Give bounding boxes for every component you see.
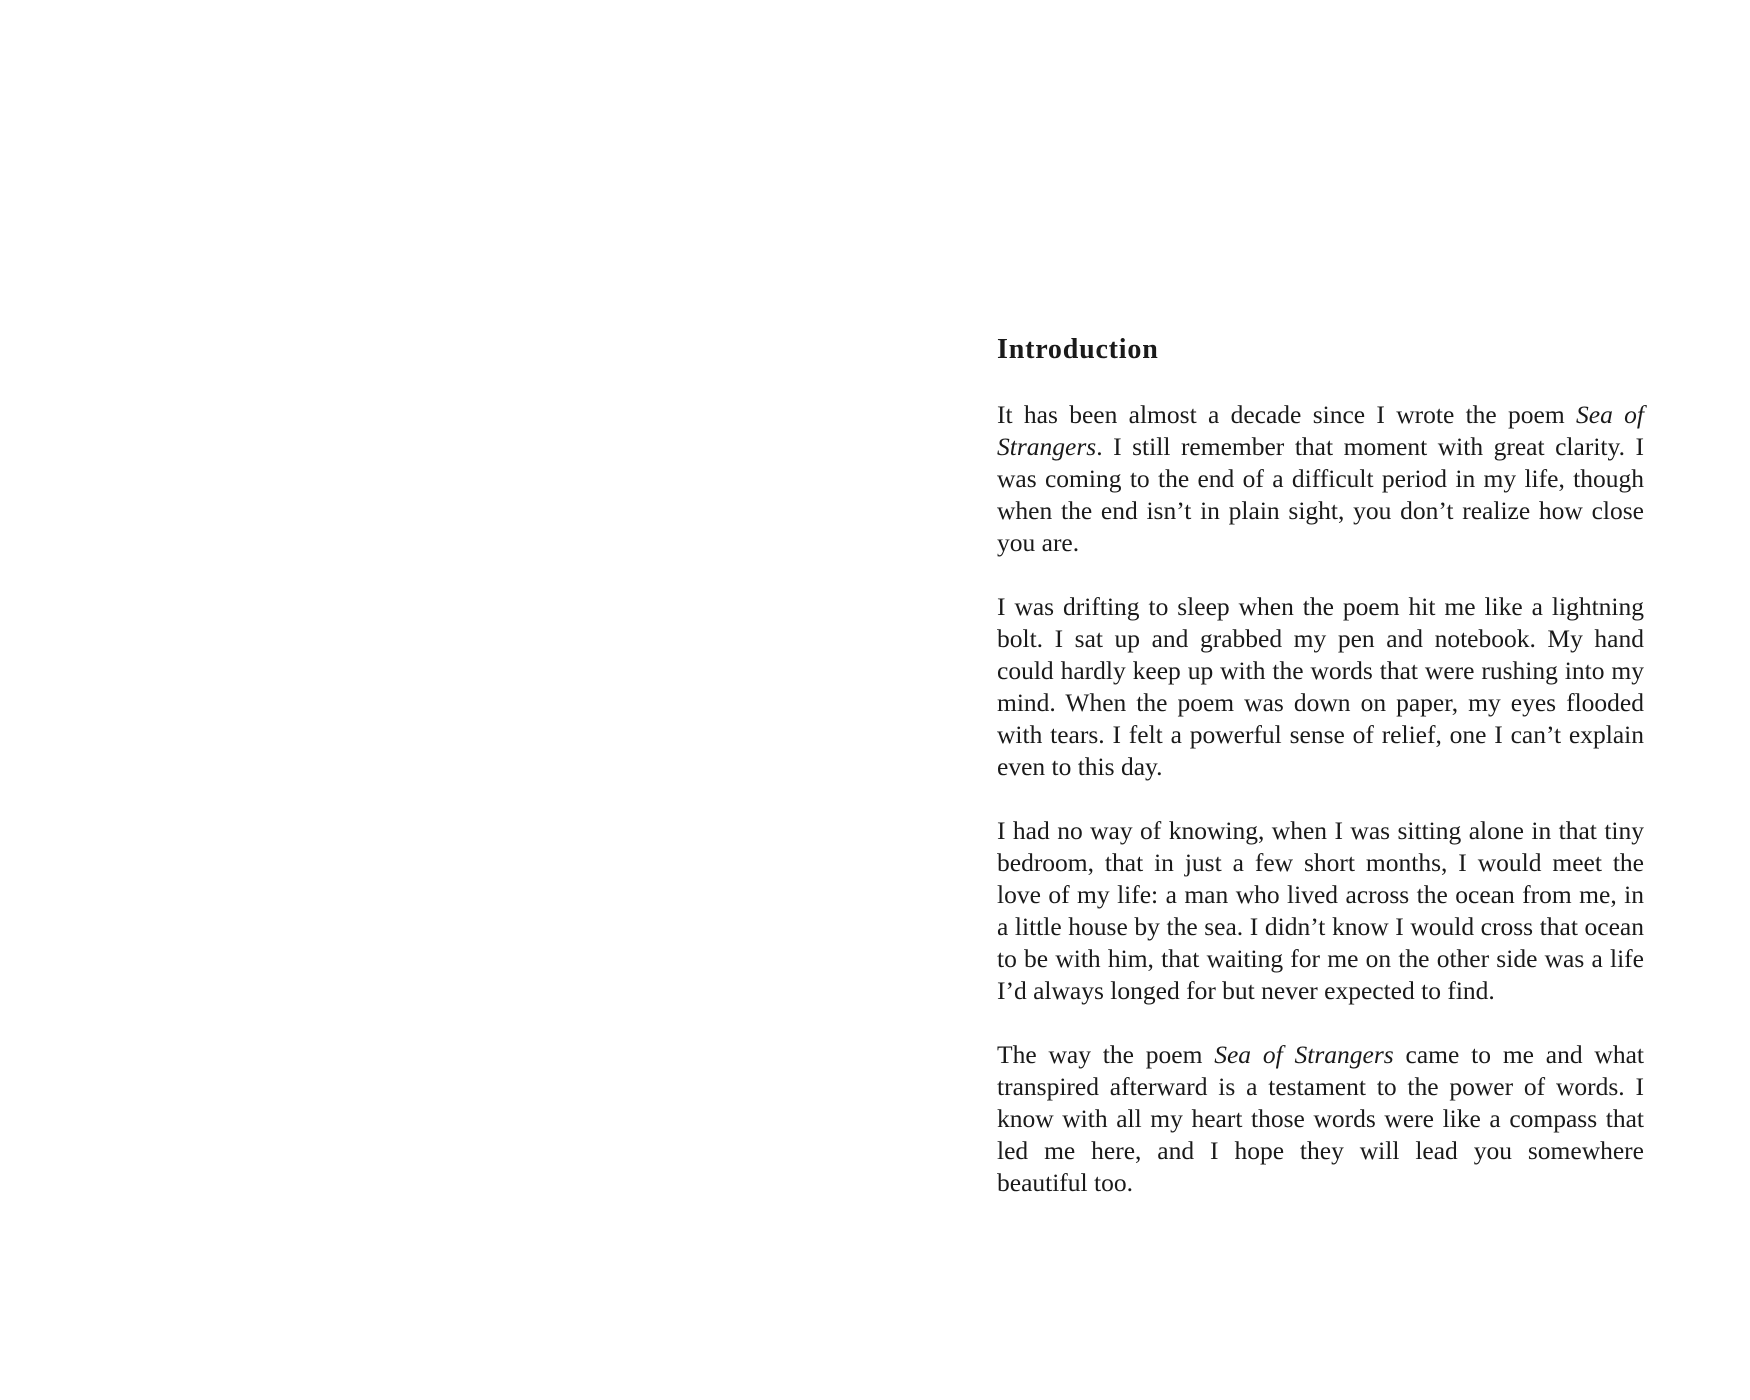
paragraph-2-text: I was drifting to sleep when the poem hit me like a lightning bolt. I sat up and grabbed my pen and notebook. My hand could hardly keep up with the words that were rushing into my mind. When the poem was down on paper, my eyes flooded with tears. I felt a powerful sense of relief, one I can’t explain even to this day.	[997, 592, 1644, 781]
poem-title-italic: Sea of Strangers	[997, 400, 1645, 461]
paragraph-1-text-2: . I still remember that moment with great clarity. I was coming to the end of a difficult period in my life, though when the end isn’t in plain sight, you don’t realize how close you are.	[997, 432, 1644, 557]
right-page	[875, 0, 1750, 1400]
introduction-section	[997, 332, 1644, 1231]
paragraph-4-text-1: The way the poem	[997, 1040, 1215, 1069]
paragraph-2	[997, 591, 1644, 783]
paragraph-1	[997, 399, 1644, 559]
paragraph-3-text: I had no way of knowing, when I was sitting alone in that tiny bedroom, that in just a few short months, I would meet the love of my life: a man who lived across the ocean from me, in a little house by the sea. I didn’t know I would cross that ocean to be with him, that waiting for me on the other side was a life I’d always longed for but never expected to find.	[997, 816, 1644, 1005]
paragraph-4	[997, 1039, 1644, 1199]
paragraph-3	[997, 815, 1644, 1007]
paragraph-4-text-2: came to me and what transpired afterward is a testament to the power of words. I know with all my heart those words were like a compass that led me here, and I hope they will lead you somewhere beautiful too.	[997, 1040, 1645, 1197]
paragraph-1-text-1: It has been almost a decade since I wrote the poem	[997, 400, 1577, 429]
poem-title-italic: Sea of Strangers	[1214, 1040, 1394, 1069]
chapter-title: Introduction	[997, 334, 1159, 365]
